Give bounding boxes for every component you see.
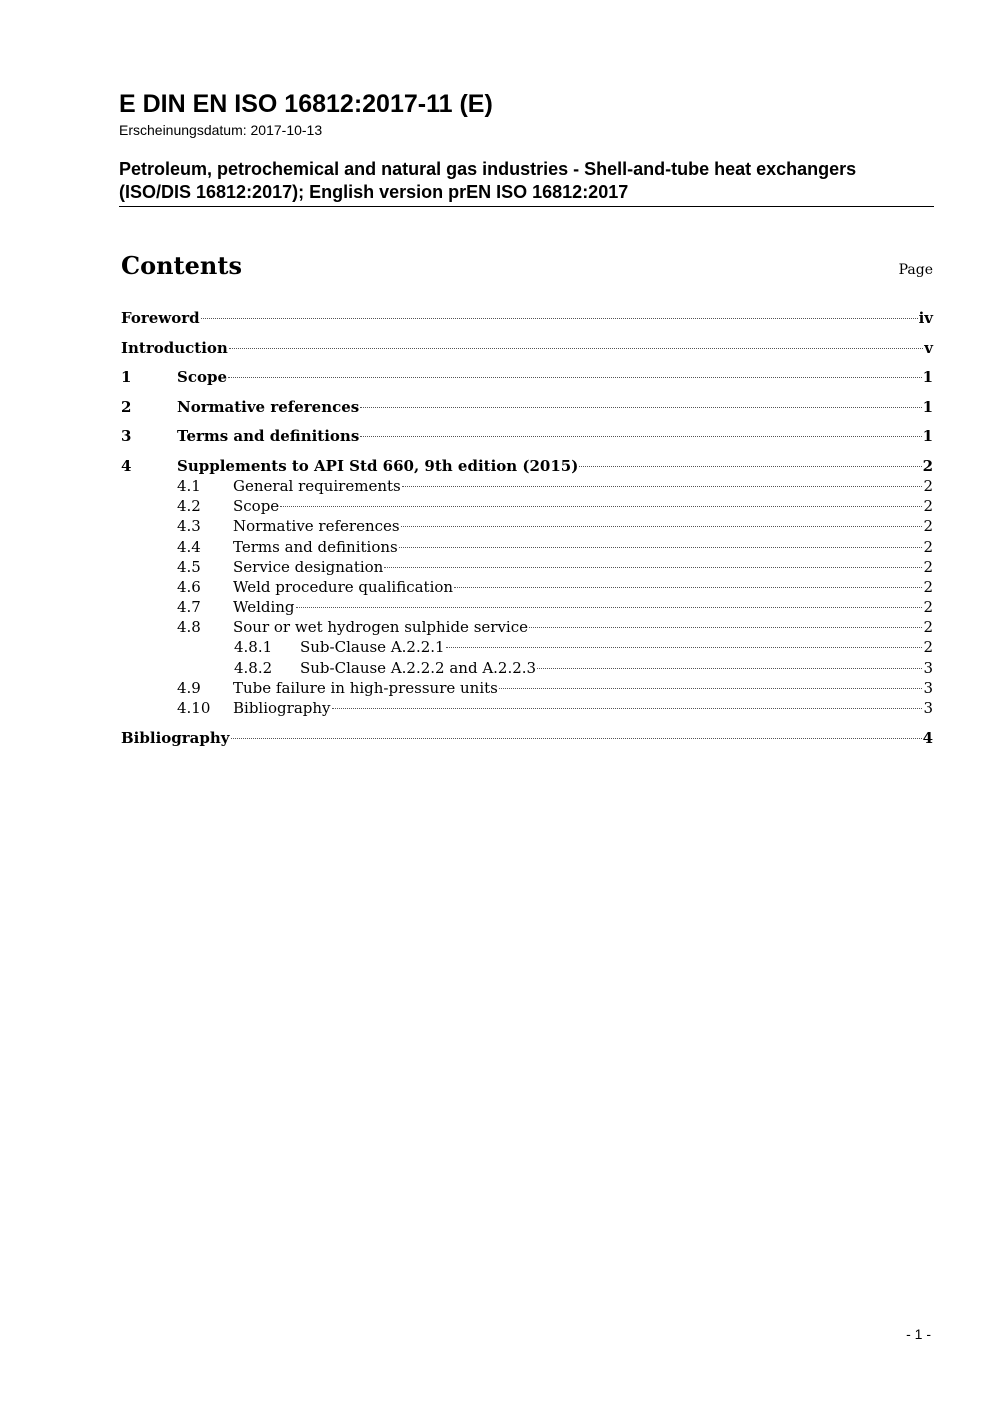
toc-entry-page: 2 [923,558,933,576]
toc-leader [579,466,921,467]
toc-leader [229,348,923,349]
toc-leader [529,627,922,628]
toc-entry-number: 2 [121,398,132,416]
toc-leader [499,688,923,689]
toc-entry-number: 4.1 [177,477,201,495]
document-id: E DIN EN ISO 16812:2017-11 (E) [119,90,493,118]
toc-leader [401,526,923,527]
toc-entry-scope[interactable] [121,367,933,387]
publication-date: Erscheinungsdatum: 2017-10-13 [119,122,323,138]
toc-entry-page: 2 [923,598,933,616]
toc-subentry-4-4[interactable] [177,537,933,557]
page-number: - 1 - [906,1326,931,1342]
toc-subentry-4-1[interactable] [177,476,933,496]
toc-entry-label: Normative references [177,398,360,416]
toc-entry-page: 3 [923,659,933,677]
toc-leader [296,607,923,608]
toc-entry-label: Sub-Clause A.2.2.1 [300,638,445,656]
toc-entry-number: 4.4 [177,538,201,556]
toc-leader [360,407,921,408]
toc-entry-label: Sour or wet hydrogen sulphide service [233,618,528,636]
toc-entry-label: Bibliography [233,699,331,717]
toc-entry-label: General requirements [233,477,401,495]
toc-entry-page: 2 [923,578,933,596]
toc-leader [201,318,918,319]
toc-leader [399,547,923,548]
toc-entry-label: Supplements to API Std 660, 9th edition (2015) [177,457,579,475]
toc-leader [280,506,922,507]
toc-entry-number: 4.8.2 [234,659,273,677]
toc-entry-number: 4.8.1 [234,638,273,656]
toc-entry-page: 2 [923,618,933,636]
toc-subentry-4-9[interactable] [177,678,933,698]
toc-entry-terms-and-definitions[interactable] [121,426,933,446]
toc-entry-page: 2 [923,477,933,495]
toc-entry-page: 3 [923,679,933,697]
toc-entry-number: 1 [121,368,132,386]
toc-subentry-4-10[interactable] [177,698,933,718]
toc-entry-normative-references[interactable] [121,397,933,417]
toc-entry-label: Scope [177,368,228,386]
document-title: Petroleum, petrochemical and natural gas industries - Shell-and-tube heat exchangers (ISO/DIS 16812:2017); English version prEN ISO 16812:2017 [119,159,857,202]
toc-entry-label: Tube failure in high-pressure units [233,679,498,697]
toc-entry-label: Introduction [121,339,228,357]
toc-subentry-4-2[interactable] [177,496,933,516]
toc-entry-label: Terms and definitions [233,538,398,556]
toc-entry-page: 2 [923,517,933,535]
page-column-label: Page [898,262,933,278]
toc-entry-number: 4 [121,457,132,475]
toc-subentry-4-6[interactable] [177,577,933,597]
toc-subentry-4-8[interactable] [177,617,933,637]
header-rule [119,206,934,207]
toc-entry-number: 4.5 [177,558,201,576]
toc-entry-page: 2 [923,538,933,556]
toc-entry-label: Normative references [233,517,400,535]
toc-leader [228,377,922,378]
toc-leader [231,738,922,739]
toc-entry-bibliography[interactable] [121,728,933,748]
toc-entry-number: 4.9 [177,679,201,697]
toc-subentry-4-7[interactable] [177,597,933,617]
toc-entry-label: Bibliography [121,729,230,747]
toc-entry-page: 1 [922,368,933,386]
toc-leader [537,668,922,669]
toc-entry-page: v [924,339,933,357]
toc-entry-number: 4.2 [177,497,201,515]
toc-entry-label: Service designation [233,558,384,576]
toc-entry-number: 4.10 [177,699,211,717]
toc-leader [360,436,921,437]
toc-entry-page: 1 [922,427,933,445]
toc-leader [332,708,923,709]
toc-entry-introduction[interactable] [121,338,933,358]
toc-leader [402,486,923,487]
toc-entry-page: 3 [923,699,933,717]
toc-entry-label: Welding [233,598,295,616]
toc-entry-number: 4.8 [177,618,201,636]
toc-entry-label: Foreword [121,309,200,327]
toc-entry-number: 4.6 [177,578,201,596]
toc-leader [454,587,922,588]
toc-subentry-4-3[interactable] [177,516,933,536]
toc-entry-number: 3 [121,427,132,445]
toc-entry-number: 4.3 [177,517,201,535]
toc-entry-supplements[interactable] [121,456,933,476]
toc-leader [384,567,922,568]
toc-subentry-4-8-2[interactable] [234,658,933,678]
toc-subentry-4-5[interactable] [177,557,933,577]
toc-entry-number: 4.7 [177,598,201,616]
toc-entry-label: Scope [233,497,280,515]
toc-leader [446,647,923,648]
toc-entry-label: Weld procedure qualification [233,578,454,596]
toc-entry-label: Sub-Clause A.2.2.2 and A.2.2.3 [300,659,537,677]
contents-heading: Contents [121,251,242,280]
toc-entry-page: iv [918,309,933,327]
toc-entry-page: 1 [922,398,933,416]
toc-entry-page: 2 [923,497,933,515]
toc-entry-label: Terms and definitions [177,427,360,445]
toc-entry-page: 2 [922,457,933,475]
toc-entry-page: 4 [922,729,933,747]
toc-entry-foreword[interactable] [121,308,933,328]
toc-subentry-4-8-1[interactable] [234,637,933,657]
toc-entry-page: 2 [923,638,933,656]
